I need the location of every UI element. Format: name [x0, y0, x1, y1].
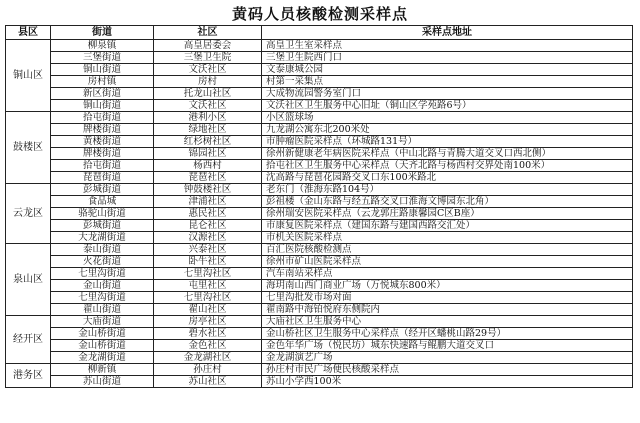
street-cell: 彭城街道	[51, 184, 154, 196]
community-cell: 杨西村	[154, 160, 262, 172]
community-cell: 港利小区	[154, 112, 262, 124]
address-cell: 金山桥社区卫生服务中心采样点（经开区蟠桃山路29号）	[262, 328, 633, 340]
table-row	[6, 352, 633, 364]
street-cell: 新区街道	[51, 88, 154, 100]
community-cell: 文沃社区	[154, 64, 262, 76]
street-cell: 骆驼山街道	[51, 208, 154, 220]
community-cell: 锦园社区	[154, 148, 262, 160]
table-row	[6, 244, 633, 256]
community-cell: 文沃社区	[154, 100, 262, 112]
community-cell: 红杉树社区	[154, 136, 262, 148]
address-cell: 大成物流园警务室门口	[262, 88, 633, 100]
street-cell: 翟山街道	[51, 304, 154, 316]
street-cell: 泰山街道	[51, 244, 154, 256]
street-cell: 拾屯街道	[51, 160, 154, 172]
table-row	[6, 52, 633, 64]
street-cell: 苏山街道	[51, 376, 154, 388]
community-cell: 七里沟社区	[154, 268, 262, 280]
street-cell: 房村镇	[51, 76, 154, 88]
table-row	[6, 64, 633, 76]
table-row	[6, 232, 633, 244]
table-row	[6, 196, 633, 208]
address-cell: 百汇医院核酸检测点	[262, 244, 633, 256]
street-cell: 食品城	[51, 196, 154, 208]
street-cell: 黄楼街道	[51, 136, 154, 148]
community-cell: 托龙山社区	[154, 88, 262, 100]
county-cell: 云龙区	[6, 184, 51, 244]
address-cell: 拾屯社区卫生服务中心采样点（天齐北路与杨西村交界处南100米）	[262, 160, 633, 172]
community-cell: 钟鼓楼社区	[154, 184, 262, 196]
table-row	[6, 136, 633, 148]
street-cell: 大庙街道	[51, 316, 154, 328]
community-cell: 津浦社区	[154, 196, 262, 208]
street-cell: 柳新镇	[51, 364, 154, 376]
community-cell: 昆仑社区	[154, 220, 262, 232]
address-cell: 大庙社区卫生服务中心	[262, 316, 633, 328]
address-cell: 徐州新健康老年病医院采样点（中山北路与青腾大道交叉口西北侧）	[262, 148, 633, 160]
address-cell: 金色年华广场（悦民坊）城东快速路与鲲鹏大道交叉口	[262, 340, 633, 352]
street-cell: 金龙湖街道	[51, 352, 154, 364]
street-cell: 琵琶街道	[51, 172, 154, 184]
table-row	[6, 76, 633, 88]
table-row	[6, 256, 633, 268]
table-body	[6, 40, 633, 388]
community-cell: 金色社区	[154, 340, 262, 352]
address-cell: 苏山小学西100米	[262, 376, 633, 388]
address-cell: 汽车南站采样点	[262, 268, 633, 280]
table-header-row	[6, 26, 633, 40]
street-cell: 火花街道	[51, 256, 154, 268]
address-cell: 市康复医院采样点（建国东路与建国西路交汇处）	[262, 220, 633, 232]
street-cell: 三堡街道	[51, 52, 154, 64]
community-cell: 卧牛社区	[154, 256, 262, 268]
address-cell: 文泰康城公园	[262, 64, 633, 76]
table-row	[6, 148, 633, 160]
street-cell: 金山桥街道	[51, 328, 154, 340]
street-cell: 铜山街道	[51, 100, 154, 112]
table-row	[6, 280, 633, 292]
community-cell: 汉源社区	[154, 232, 262, 244]
community-cell: 琵琶社区	[154, 172, 262, 184]
community-cell: 高皇居委会	[154, 40, 262, 52]
address-cell: 彭祖楼（金山东路与经五路交叉口淮海文博园东北角）	[262, 196, 633, 208]
street-cell: 彭城街道	[51, 220, 154, 232]
street-cell: 七里沟街道	[51, 292, 154, 304]
table-row	[6, 88, 633, 100]
community-cell: 房村	[154, 76, 262, 88]
address-cell: 三堡卫生院西门口	[262, 52, 633, 64]
community-cell: 碧水社区	[154, 328, 262, 340]
community-cell: 翟山社区	[154, 304, 262, 316]
table-row	[6, 208, 633, 220]
community-cell: 金龙湖社区	[154, 352, 262, 364]
table-row	[6, 40, 633, 52]
table-row	[6, 268, 633, 280]
table-row	[6, 100, 633, 112]
table-row	[6, 316, 633, 328]
street-cell: 柳泉镇	[51, 40, 154, 52]
address-cell: 小区篮球场	[262, 112, 633, 124]
community-cell: 七里沟社区	[154, 292, 262, 304]
address-cell: 沈高路与琵琶花园路交叉口东100米路北	[262, 172, 633, 184]
address-cell: 徐州瑞安医院采样点（云龙郭庄路康馨园C区B座）	[262, 208, 633, 220]
county-cell: 鼓楼区	[6, 112, 51, 184]
address-cell: 金龙湖演艺广场	[262, 352, 633, 364]
address-cell: 市机关医院采样点	[262, 232, 633, 244]
street-cell: 金山桥街道	[51, 340, 154, 352]
table-row	[6, 292, 633, 304]
address-cell: 老东门（淮海东路104号）	[262, 184, 633, 196]
county-cell: 泉山区	[6, 244, 51, 316]
table-row	[6, 124, 633, 136]
street-cell: 牌楼街道	[51, 124, 154, 136]
street-cell: 铜山街道	[51, 64, 154, 76]
header-address: 采样点地址	[262, 26, 633, 40]
community-cell: 屯里社区	[154, 280, 262, 292]
address-cell: 村第一采集点	[262, 76, 633, 88]
street-cell: 拾屯街道	[51, 112, 154, 124]
header-county: 县区	[6, 26, 51, 40]
address-cell: 海玥南山西门商业广场（万悦城东800米）	[262, 280, 633, 292]
community-cell: 房亭社区	[154, 316, 262, 328]
street-cell: 七里沟街道	[51, 268, 154, 280]
community-cell: 惠民社区	[154, 208, 262, 220]
address-cell: 七里沟批发市场对面	[262, 292, 633, 304]
table-row	[6, 328, 633, 340]
address-cell: 孙庄村市民广场便民核酸采样点	[262, 364, 633, 376]
street-cell: 大龙湖街道	[51, 232, 154, 244]
address-cell: 高皇卫生室采样点	[262, 40, 633, 52]
community-cell: 苏山社区	[154, 376, 262, 388]
community-cell: 绿地社区	[154, 124, 262, 136]
page-title: 黄码人员核酸检测采样点	[231, 5, 408, 23]
community-cell: 三堡卫生院	[154, 52, 262, 64]
street-cell: 金山街道	[51, 280, 154, 292]
community-cell: 兴泰社区	[154, 244, 262, 256]
table-row	[6, 220, 633, 232]
table-row	[6, 340, 633, 352]
table-row	[6, 376, 633, 388]
header-street: 街道	[51, 26, 154, 40]
table-row	[6, 160, 633, 172]
street-cell: 牌楼街道	[51, 148, 154, 160]
community-cell: 孙庄村	[154, 364, 262, 376]
table-row	[6, 304, 633, 316]
address-cell: 市肿瘤医院采样点（环城路131号）	[262, 136, 633, 148]
county-cell: 经开区	[6, 316, 51, 364]
header-community: 社区	[154, 26, 262, 40]
table-row	[6, 172, 633, 184]
address-cell: 翟南路中海铂悦府东侧院内	[262, 304, 633, 316]
address-cell: 文沃社区卫生服务中心旧址（铜山区学苑路6号）	[262, 100, 633, 112]
county-cell: 铜山区	[6, 40, 51, 112]
table-row	[6, 364, 633, 376]
sampling-points-table	[5, 25, 633, 388]
table-row	[6, 184, 633, 196]
table-row	[6, 112, 633, 124]
county-cell: 港务区	[6, 364, 51, 388]
address-cell: 九龙湖公寓东北200米处	[262, 124, 633, 136]
address-cell: 徐州市矿山医院采样点	[262, 256, 633, 268]
